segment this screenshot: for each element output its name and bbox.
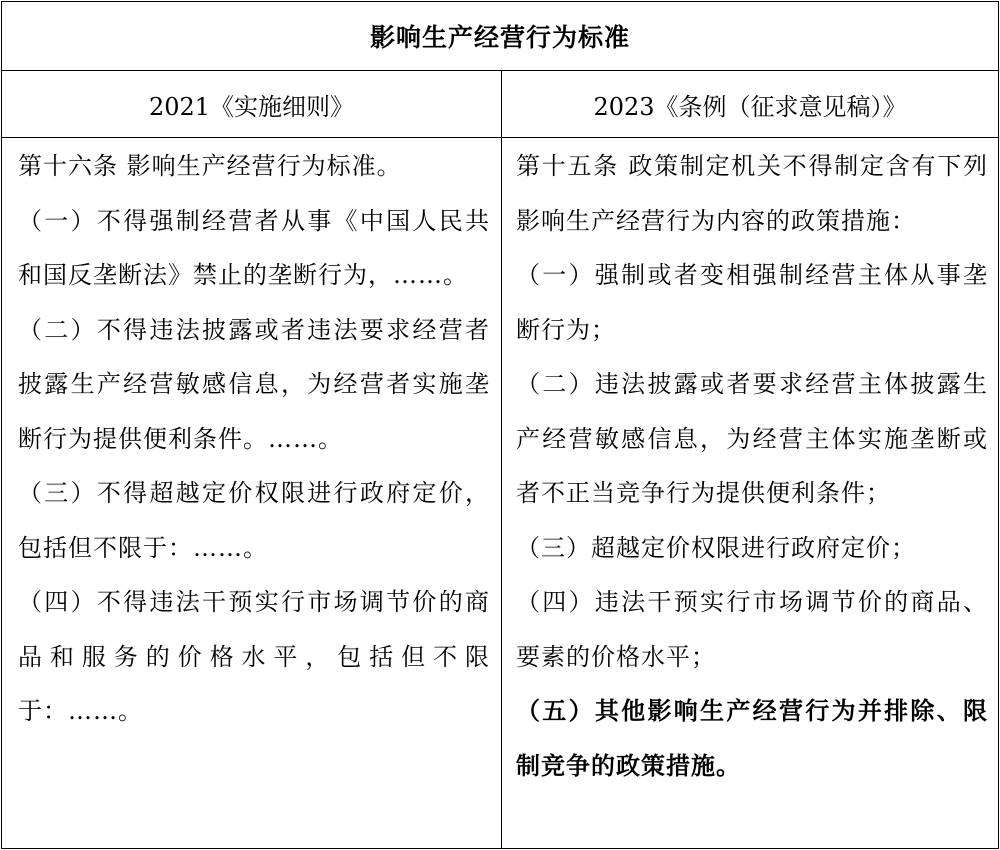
right-clause-5: （五）其他影响生产经营行为并排除、限制竞争的政策措施。	[516, 696, 988, 780]
left-article-heading: 第十六条 影响生产经营行为标准。	[18, 152, 402, 180]
right-clause-1: （一）强制或者变相强制经营主体从事垄断行为；	[516, 261, 988, 344]
left-column-header: 2021《实施细则》	[148, 92, 355, 121]
right-clause-4: （四）违法干预实行市场调节价的商品、要素的价格水平；	[516, 588, 988, 671]
column-divider	[501, 71, 502, 848]
left-column-body	[18, 138, 490, 848]
right-clause-2: （二）违法披露或者要求经营主体披露生产经营敏感信息，为经营主体实施垄断或者不正当竞争行为提供便利条件；	[516, 370, 988, 507]
left-clause-1: （一）不得强制经营者从事《中国人民共和国反垄断法》禁止的垄断行为，……。	[18, 206, 490, 289]
right-article-heading: 第十五条 政策制定机关不得制定含有下列影响生产经营行为内容的政策措施：	[516, 152, 988, 235]
left-clause-4: （四）不得违法干预实行市场调节价的商品和服务的价格水平，包括但不限于：……。	[18, 588, 490, 725]
left-clause-2: （二）不得违法披露或者违法要求经营者披露生产经营敏感信息，为经营者实施垄断行为提供便利条件。……。	[18, 315, 490, 453]
comparison-table	[1, 1, 999, 849]
right-clause-3: （三）超越定价权限进行政府定价；	[516, 533, 916, 562]
right-column-body	[516, 138, 988, 848]
table-title: 影响生产经营行为标准	[2, 2, 998, 71]
right-column-header: 2023《条例（征求意见稿）》	[593, 92, 907, 121]
column-header-row	[2, 71, 998, 138]
left-clause-3: （三）不得超越定价权限进行政府定价，包括但不限于：……。	[18, 479, 490, 562]
